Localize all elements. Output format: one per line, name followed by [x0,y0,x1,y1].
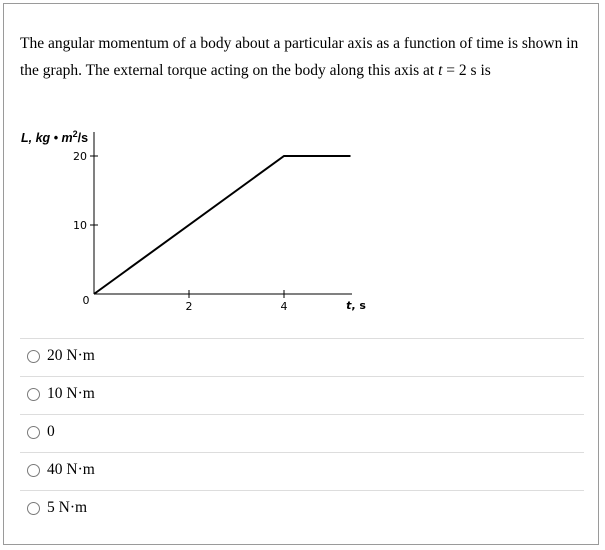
x-axis-label-unit: , s [351,299,366,312]
option-label: 5 N·m [47,499,88,516]
angular-momentum-line [94,156,351,294]
x-tick-label: 4 [280,300,288,313]
radio-button[interactable] [27,464,40,477]
answer-option-3[interactable] [20,414,584,452]
radio-button[interactable] [27,502,40,515]
answer-option-2[interactable] [20,376,584,414]
y-axis-label-var: L, kg • m [21,131,73,145]
x-axis-label-var: t [346,299,352,312]
option-label: 10 N·m [47,385,95,402]
origin-label: 0 [82,294,90,307]
question-text-part1: The angular momentum of a body about a particular axis as a function of time is shown in the graph. The external torque acting on the body along this axis at [20,35,579,79]
y-axis-label [21,129,88,145]
option-label: 0 [47,423,55,440]
radio-button[interactable] [27,388,40,401]
answer-options [20,338,584,528]
answer-option-5[interactable] [20,490,584,528]
y-tick-label: 10 [73,219,87,232]
option-label: 20 N·m [47,347,95,364]
y-axis-label-sup: 2 [72,129,78,139]
x-tick-label: 2 [185,300,193,313]
option-label: 40 N·m [47,461,95,478]
y-axis-label-unit: /s [77,131,89,145]
y-tick-label: 20 [73,150,87,163]
question-var-t: t [438,62,443,79]
answer-option-1[interactable] [20,338,584,376]
x-axis-label [346,299,366,312]
radio-button[interactable] [27,350,40,363]
answer-option-4[interactable] [20,452,584,490]
question-text-part2: = 2 s is [442,62,491,79]
radio-button[interactable] [27,426,40,439]
